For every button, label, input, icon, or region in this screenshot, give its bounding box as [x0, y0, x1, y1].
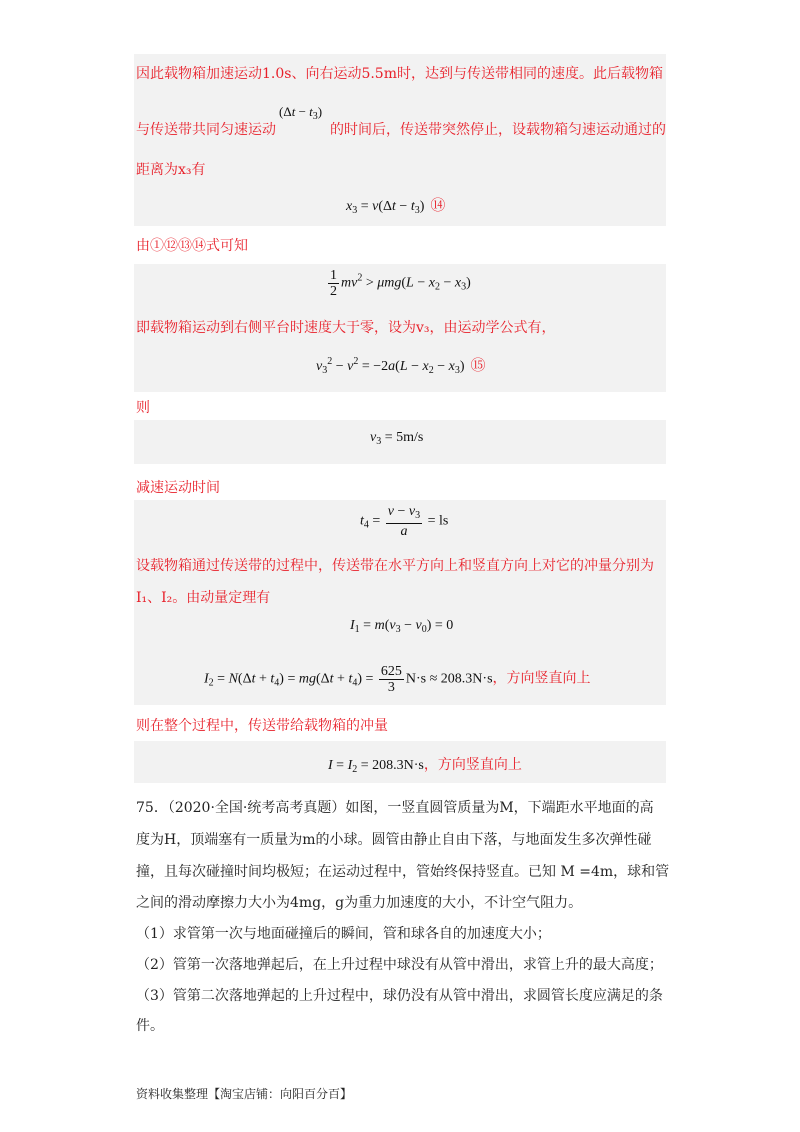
- question-75-line-1: 75．（2020·全国·统考高考真题）如图，一竖直圆管质量为M，下端距水平地面的高: [136, 800, 654, 816]
- solution-text-2b: 的时间后，传送带突然停止，设载物箱匀速运动通过的: [330, 122, 666, 138]
- equation-energy-inequality: $\frac{1}{2}$ $mv^2 > \mu mg(L - x_2 - x_3)$: [330, 268, 471, 299]
- i-direction-note: ，方向竖直向上: [423, 757, 522, 773]
- question-75-part-3-cont: 件。: [136, 1018, 164, 1034]
- i2-direction-note: ，方向竖直向上: [492, 670, 591, 687]
- equation-i1: $I_1 = m(v_3 - v_0) = 0$: [350, 618, 454, 635]
- equation-label-15: ⑮: [470, 358, 486, 374]
- question-75-part-2: （2）管第一次落地弹起后，在上升过程中球没有从管中滑出，求管上升的最大高度；: [136, 957, 663, 973]
- question-75-line-4: 之间的滑动摩擦力大小为4mg，g为重力加速度的大小，不计空气阻力。: [136, 895, 583, 911]
- solution-text-10: 则在整个过程中，传送带给载物箱的冲量: [136, 718, 388, 734]
- equation-v3-value: $v_3 = 5m/s$: [370, 430, 424, 447]
- equation-i-total: $I = I_2 = 208.3N\cdot s$，方向竖直向上: [328, 757, 522, 775]
- equation-t4: $t_4$ = $\frac{v - v_3}{a}$ = ls: [360, 504, 449, 539]
- solution-text-8: 设载物箱通过传送带的过程中，传送带在水平方向上和竖直方向上对它的冲量分别为: [136, 558, 654, 574]
- solution-text-5: 即载物箱运动到右侧平台时速度大于零，设为v₃，由运动学公式有，: [136, 320, 556, 336]
- equation-i2: $I_2 = N(\Delta t + t_4) = mg(\Delta t + t_4)$ = $\frac{625}{3}$ N·s ≈ 208.3N·s，方向竖直向上: [204, 664, 591, 695]
- solution-text-9: I₁、I₂。由动量定理有: [136, 590, 271, 606]
- equation-v3-kinematics: $v_3^2 - v^2 = -2a(L - x_2 - x_3)$ ⑮: [316, 356, 486, 376]
- inline-expression: $(\Delta t - t_3)$: [279, 104, 323, 122]
- solution-text-4: 由①⑫⑬⑭式可知: [136, 238, 248, 254]
- solution-text-3: 距离为x₃有: [136, 162, 206, 178]
- footer-text: 资料收集整理【淘宝店铺：向阳百分百】: [136, 1087, 353, 1101]
- question-75-line-2: 度为H，顶端塞有一质量为m的小球。圆管由静止自由下落，与地面发生多次弹性碰: [136, 832, 652, 848]
- solution-text-6: 则: [136, 400, 150, 416]
- solution-text-2a: 与传送带共同匀速运动: [136, 122, 276, 138]
- equation-x3: $x_3 = v(\Delta t - t_3)$ ⑭: [346, 198, 446, 216]
- question-75-part-1: （1）求管第一次与地面碰撞后的瞬间，管和球各自的加速度大小；: [136, 926, 551, 942]
- equation-label-14: ⑭: [430, 198, 446, 214]
- solution-text-1: 因此载物箱加速运动1.0s、向右运动5.5m时，达到与传送带相同的速度。此后载物箱: [136, 66, 663, 82]
- solution-text-7: 减速运动时间: [136, 480, 220, 496]
- question-75-part-3: （3）管第二次落地弹起的上升过程中，球仍没有从管中滑出，求圆管长度应满足的条: [136, 988, 663, 1004]
- question-75-line-3: 撞，且每次碰撞时间均极短；在运动过程中，管始终保持竖直。已知 M =4m，球和管: [136, 864, 670, 880]
